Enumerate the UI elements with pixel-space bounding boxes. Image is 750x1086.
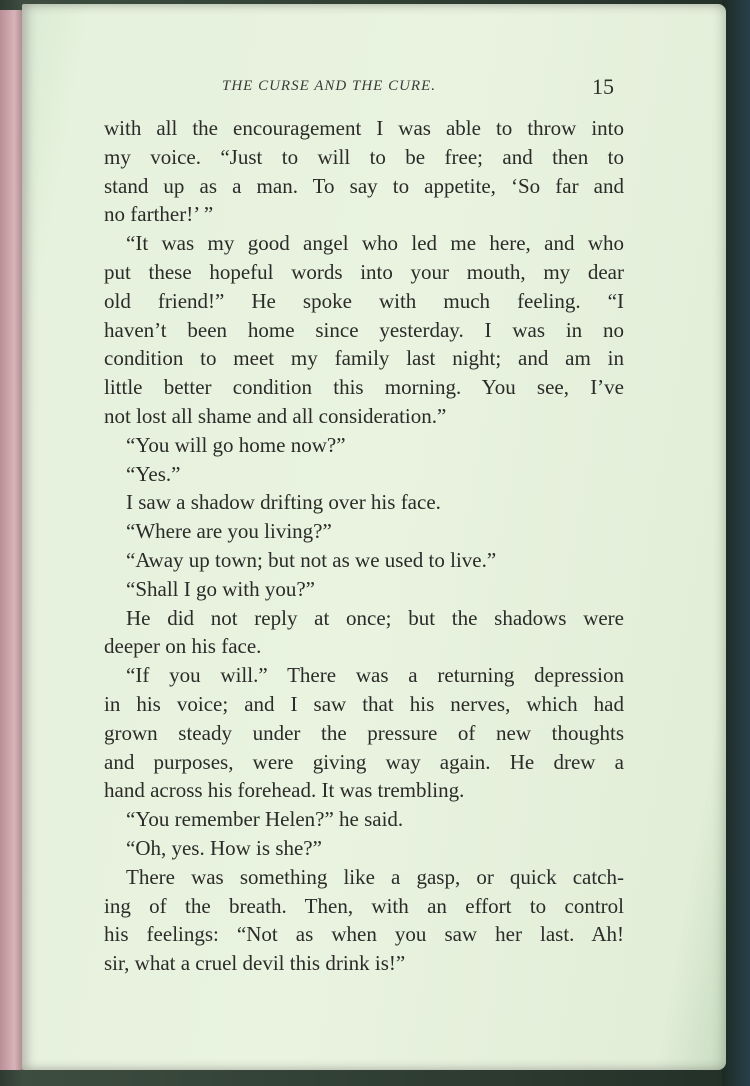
text-line: “Yes.” xyxy=(126,461,181,486)
text-line: I saw a shadow drifting over his face. xyxy=(126,490,441,515)
text-line: no farther!’ ” xyxy=(104,202,214,227)
text-line: in his voice; and I saw that his nerves, which had xyxy=(104,691,624,716)
text-line: my voice. “Just to will to be free; and then to xyxy=(104,144,624,169)
text-line: hand across his forehead. It was trembling. xyxy=(104,778,465,803)
page-number: 15 xyxy=(592,74,614,99)
body-text xyxy=(104,114,624,978)
text-line: put these hopeful words into your mouth, my dear xyxy=(104,259,624,284)
text-line: deeper on his face. xyxy=(104,634,262,659)
text-line: not lost all shame and all consideration.” xyxy=(104,403,447,428)
text-line: “If you will.” There was a returning depression xyxy=(126,663,624,688)
text-line: “Where are you living?” xyxy=(126,519,332,544)
text-line: old friend!” He spoke with much feeling. “I xyxy=(104,288,624,313)
text-line: “You remember Helen?” he said. xyxy=(126,807,404,832)
text-line: little better condition this morning. You see, I’ve xyxy=(104,375,624,400)
text-line: his feelings: “Not as when you saw her last. Ah! xyxy=(104,922,624,947)
text-line: grown steady under the pressure of new thoughts xyxy=(104,720,624,745)
text-line: condition to meet my family last night; and am in xyxy=(104,346,624,371)
page-header xyxy=(200,76,620,104)
text-line: haven’t been home since yesterday. I was in no xyxy=(104,317,624,342)
text-line: He did not reply at once; but the shadows were xyxy=(126,605,624,630)
text-line: “Oh, yes. How is she?” xyxy=(126,835,322,860)
text-line: “Away up town; but not as we used to live.” xyxy=(126,547,497,572)
text-line: stand up as a man. To say to appetite, ‘So far and xyxy=(104,173,624,198)
text-line: and purposes, were giving way again. He drew a xyxy=(104,749,624,774)
text-line: with all the encouragement I was able to throw into xyxy=(104,116,624,140)
text-line: “Shall I go with you?” xyxy=(126,576,315,601)
text-line: There was something like a gasp, or quick catch- xyxy=(126,864,624,889)
text-line: ing of the breath. Then, with an effort to control xyxy=(104,893,624,918)
text-line: sir, what a cruel devil this drink is!” xyxy=(104,951,406,976)
text-line: “It was my good angel who led me here, and who xyxy=(126,231,624,256)
book-cover-edge xyxy=(722,0,750,1086)
running-head: THE CURSE AND THE CURE. xyxy=(222,78,436,94)
text-line: “You will go home now?” xyxy=(126,432,346,457)
